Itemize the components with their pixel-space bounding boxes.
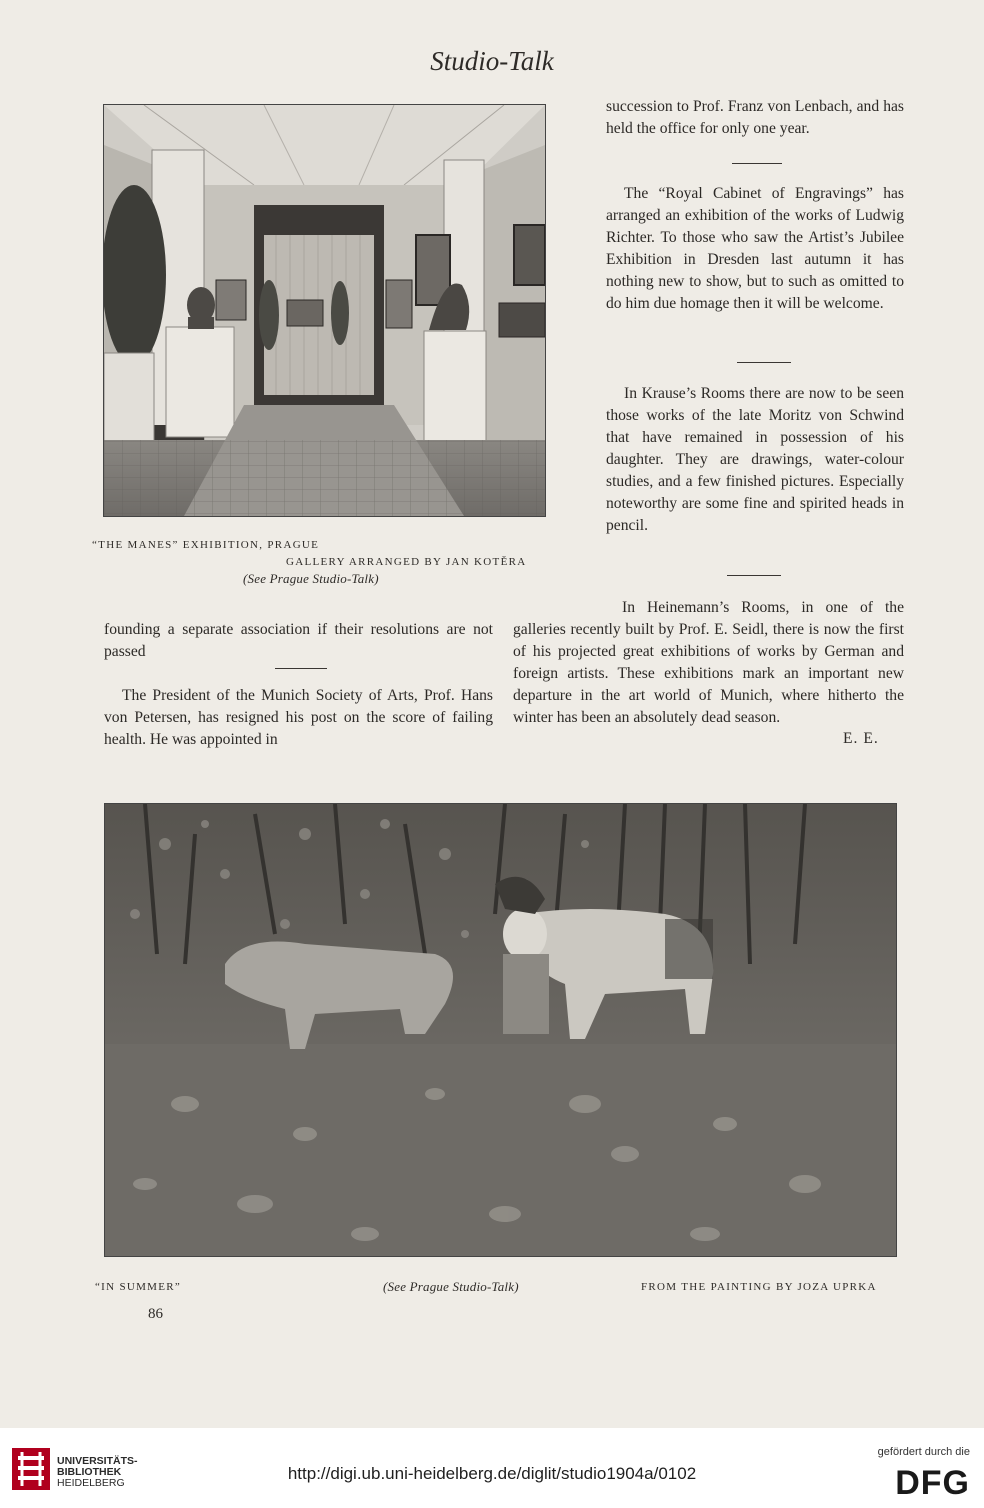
paragraph-richter: The “Royal Cabinet of Engravings” has arranged an exhibition of the works of Ludwig Richter. To those who saw the Artist’s Jubilee Exhibition in Dresden last autumn it has nothing new to show, but to such as omitted to do him due homage then it will be welcome. — [606, 185, 904, 312]
paragraph-heinemann: In Heinemann’s Rooms, in one of the galleries recently built by Prof. E. Seidl, there is now the first of his projected great exhibitions of works by German and foreign artists. These exhibitions mark an important new departure in the art world of Munich, where hitherto the winter has been an absolutely dead season. — [513, 599, 904, 726]
figure2-caption-reference: (See Prague Studio-Talk) — [383, 1279, 519, 1294]
digitization-footer — [0, 1428, 984, 1508]
right-column-richter — [606, 183, 904, 315]
figure1-caption-credit: GALLERY ARRANGED BY JAN KOTĚRA — [286, 556, 527, 568]
paragraph-petersen: The President of the Munich Society of Arts, Prof. Hans von Petersen, has resigned his post on the score of failing health. He was appointed in — [104, 687, 493, 748]
section-divider — [732, 163, 782, 164]
left-column-petersen — [104, 685, 493, 751]
figure2-caption-credit: FROM THE PAINTING BY JOZA UPRKA — [641, 1281, 877, 1293]
permalink-url[interactable]: http://digi.ub.uni-heidelberg.de/diglit/studio1904a/0102 — [287, 1464, 697, 1483]
figure2-caption-title: “IN SUMMER” — [95, 1281, 182, 1293]
library-name-line2: BIBLIOTHEK — [57, 1466, 122, 1478]
dfg-logo: DFG — [895, 1464, 970, 1502]
right-column-top — [606, 96, 904, 140]
section-divider — [727, 575, 781, 576]
paragraph-schwind: In Krause’s Rooms there are now to be seen those works of the late Moritz von Schwind that have remained in possession of his daughter. They are drawings, water-colour studies, and a few finished pictures. Especially noteworthy are some fine and spirited heads in pencil. — [606, 385, 904, 534]
right-column-heinemann — [513, 597, 904, 729]
painting-photograph — [104, 803, 897, 1257]
right-column-schwind — [606, 383, 904, 537]
gallery-photograph-image — [104, 105, 545, 516]
figure1-caption-title: “THE MANES” EXHIBITION, PRAGUE — [92, 539, 320, 551]
paragraph-lenbach: succession to Prof. Franz von Lenbach, and has held the office for only one year. — [606, 98, 904, 137]
running-head: Studio-Talk — [430, 46, 554, 76]
page-number: 86 — [148, 1306, 163, 1322]
left-column-top — [104, 619, 493, 663]
section-divider — [275, 668, 327, 669]
gallery-photograph — [103, 104, 546, 517]
library-name-line3: HEIDELBERG — [57, 1477, 125, 1489]
figure1-caption-reference: (See Prague Studio-Talk) — [243, 571, 379, 586]
sponsor-label: gefördert durch die — [877, 1446, 970, 1458]
paragraph-association: founding a separate association if their resolutions are not passed — [104, 621, 493, 660]
library-name-line1: UNIVERSITÄTS- — [57, 1455, 138, 1467]
section-divider — [737, 362, 791, 363]
signature: E. E. — [843, 730, 879, 747]
painting-photograph-image — [105, 804, 896, 1256]
